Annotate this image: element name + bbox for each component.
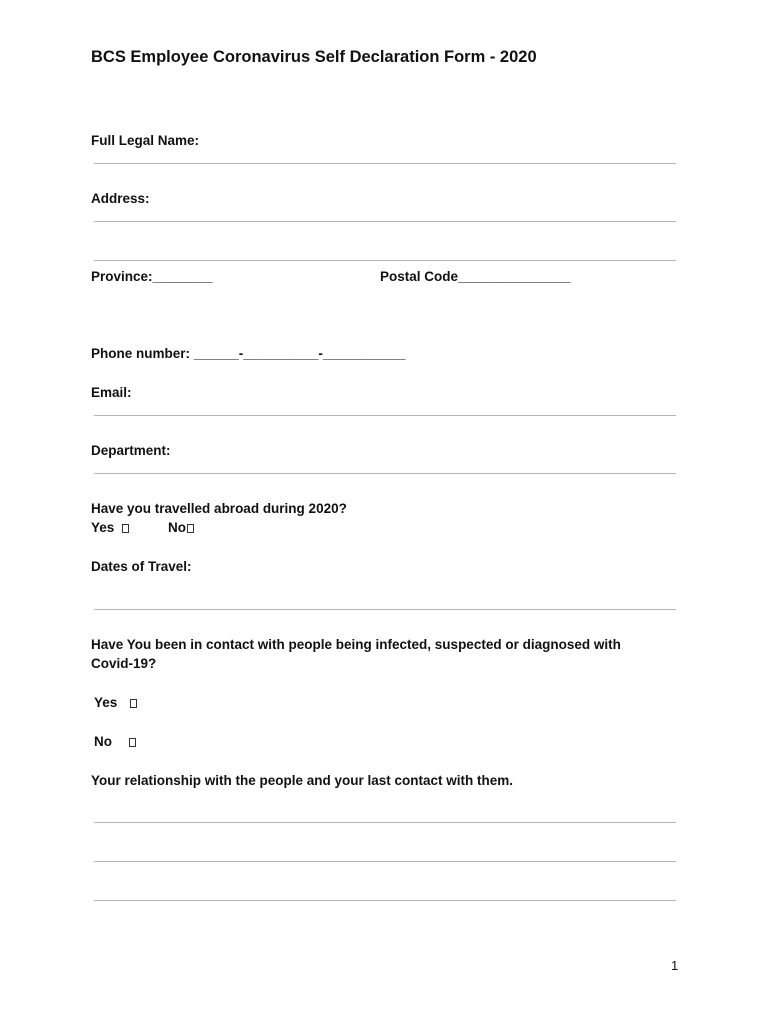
relationship-line-2[interactable] — [94, 861, 676, 862]
department-line[interactable] — [94, 473, 676, 474]
relationship-label: Your relationship with the people and your last contact with them. — [91, 773, 514, 788]
travel-no-option[interactable] — [168, 520, 194, 535]
page-title: BCS Employee Coronavirus Self Declaration Form - 2020 — [91, 48, 537, 66]
contact-yes-label: Yes — [94, 695, 118, 710]
travel-no-label: No — [168, 520, 186, 535]
address-label: Address: — [91, 191, 150, 206]
postal-code-field[interactable]: Postal Code_______________ — [380, 269, 571, 284]
travel-dates-label: Dates of Travel: — [91, 559, 192, 574]
department-label: Department: — [91, 443, 171, 458]
phone-number-field[interactable]: Phone number: ______-__________-___________ — [91, 346, 406, 361]
relationship-line-1[interactable] — [94, 822, 676, 823]
contact-yes-option[interactable] — [94, 695, 137, 710]
province-field[interactable]: Province:________ — [91, 269, 213, 284]
travel-yes-checkbox[interactable] — [122, 524, 129, 533]
full-name-line[interactable] — [94, 163, 676, 164]
relationship-line-3[interactable] — [94, 900, 676, 901]
full-name-label: Full Legal Name: — [91, 133, 200, 148]
contact-no-option[interactable] — [94, 734, 136, 749]
contact-no-label: No — [94, 734, 112, 749]
address-line-1[interactable] — [94, 221, 676, 222]
travel-yes-option[interactable] — [91, 520, 129, 535]
travel-dates-line[interactable] — [94, 609, 676, 610]
travel-yes-label: Yes — [91, 520, 115, 535]
travel-no-checkbox[interactable] — [187, 524, 194, 533]
contact-question-line-1: Have You been in contact with people being infected, suspected or diagnosed with — [91, 637, 621, 652]
contact-question-line-2: Covid-19? — [91, 656, 157, 671]
contact-no-checkbox[interactable] — [129, 738, 136, 747]
email-label: Email: — [91, 385, 132, 400]
travel-question: Have you travelled abroad during 2020? — [91, 501, 347, 516]
email-line[interactable] — [94, 415, 676, 416]
address-line-2[interactable] — [94, 260, 676, 261]
contact-yes-checkbox[interactable] — [130, 699, 137, 708]
page-number: 1 — [671, 958, 679, 973]
